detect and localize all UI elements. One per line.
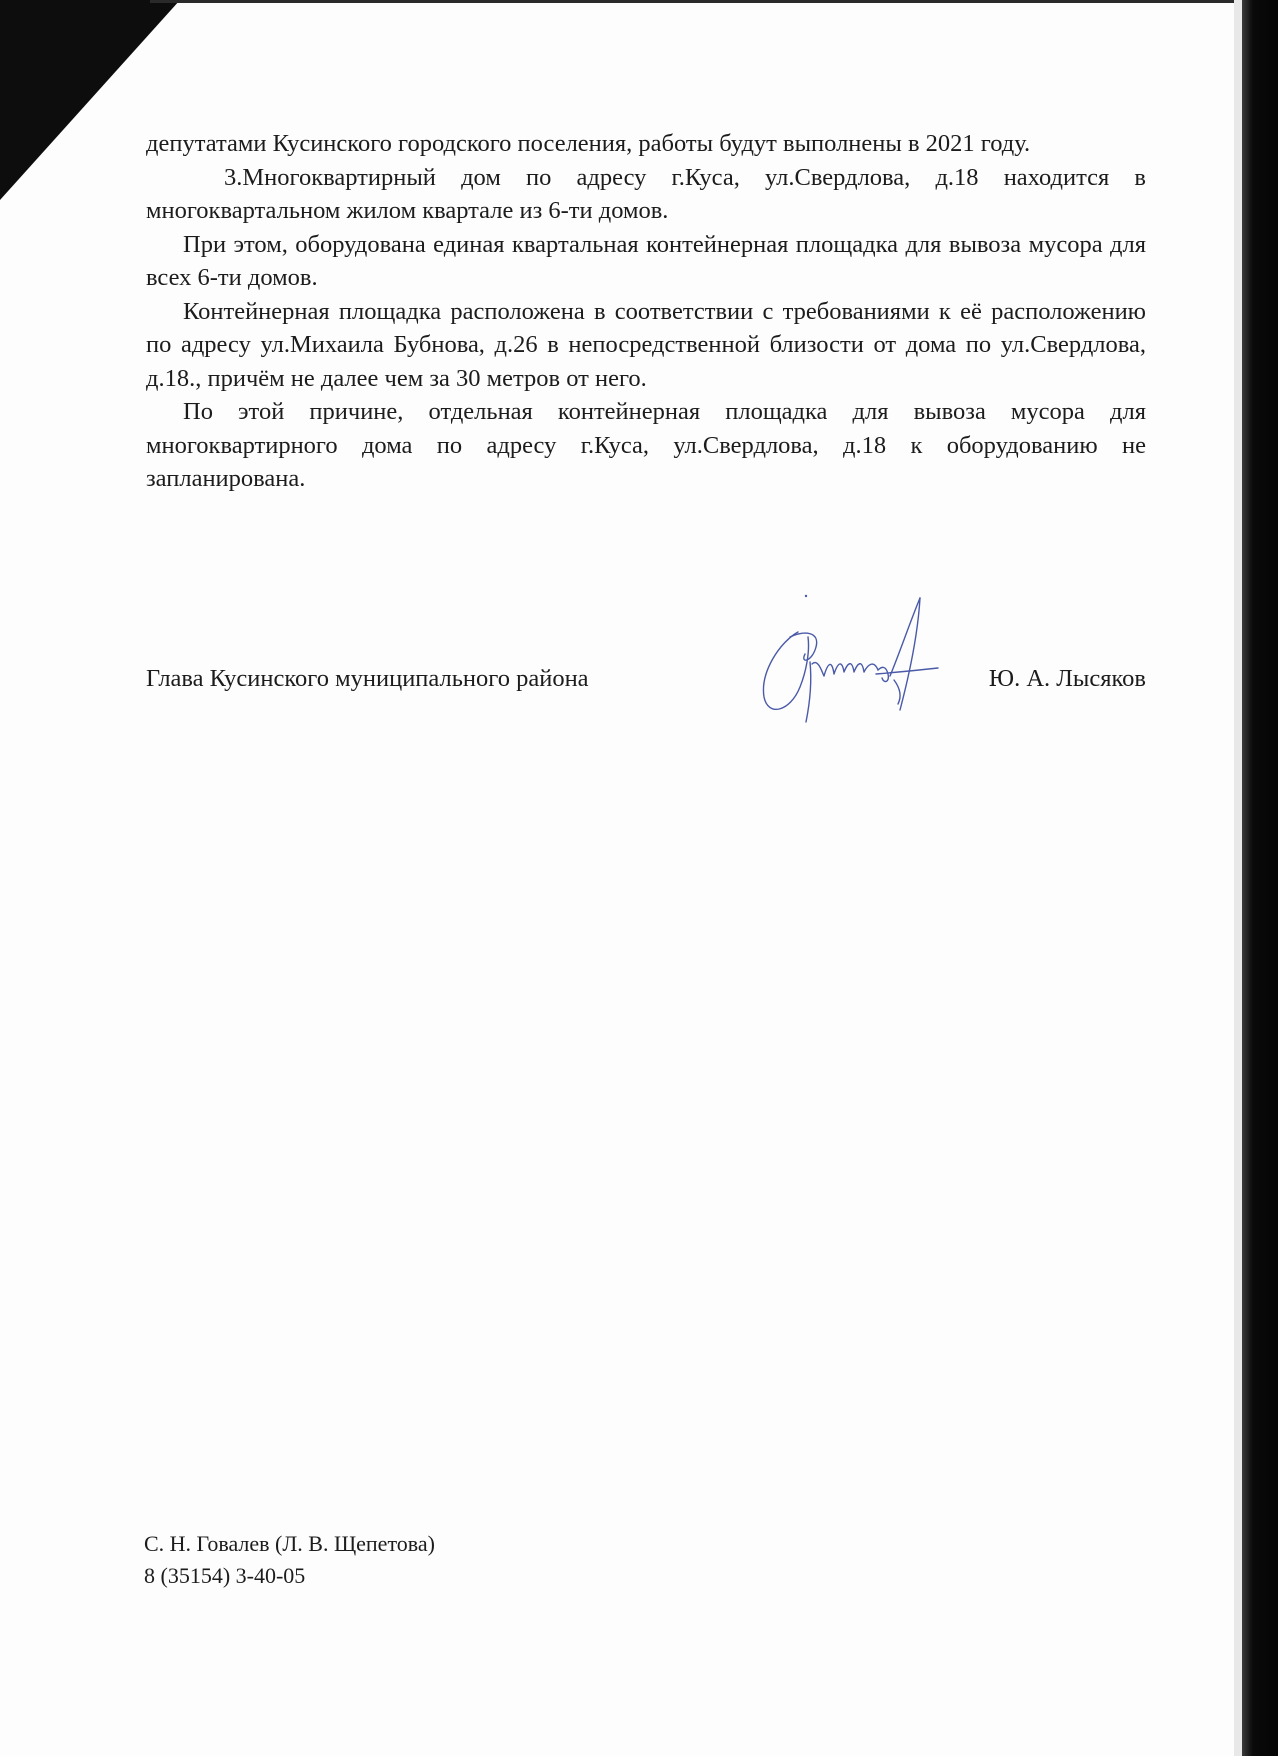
signatory-title: Глава Кусинского муниципального района: [146, 665, 589, 692]
signature-block: [146, 662, 1146, 702]
footer-contacts: [144, 1528, 435, 1592]
scan-right-gap: [1234, 0, 1242, 1756]
scan-top-edge: [150, 0, 1240, 3]
signatory-name: Ю. А. Лысяков: [988, 665, 1146, 692]
paragraph-continuation: депутатами Кусинского городского поселения, работы будут выполнены в 2021 году.: [146, 130, 1031, 157]
paragraph-container-site: При этом, оборудована единая квартальная контейнерная площадка для вывоза мусора для всех 6-ти домов.: [146, 230, 1146, 291]
handwritten-signature: [750, 592, 950, 742]
paragraph-site-location: Контейнерная площадка расположена в соответствии с требованиями к её расположению по адресу ул.Михаила Бубнова, д.26 в непосредственной близости от дома по ул.Свердлова, д.18., причём не далее чем за 30 метров от него.: [146, 297, 1146, 392]
executor-names: С. Н. Говалев (Л. В. Щепетова): [144, 1531, 435, 1556]
document-body: [146, 127, 1146, 496]
paragraph-conclusion: По этой причине, отдельная контейнерная площадка для вывоза мусора для многоквартирного дома по адресу г.Куса, ул.Свердлова, д.18 к оборудованию не запланирована.: [146, 398, 1146, 492]
paragraph-item-3: 3.Многоквартирный дом по адресу г.Куса, ул.Свердлова, д.18 находится в многоквартальном жилом квартале из 6-ти домов.: [146, 163, 1146, 224]
scan-right-edge: [1242, 0, 1278, 1756]
executor-phone: 8 (35154) 3-40-05: [144, 1563, 306, 1588]
